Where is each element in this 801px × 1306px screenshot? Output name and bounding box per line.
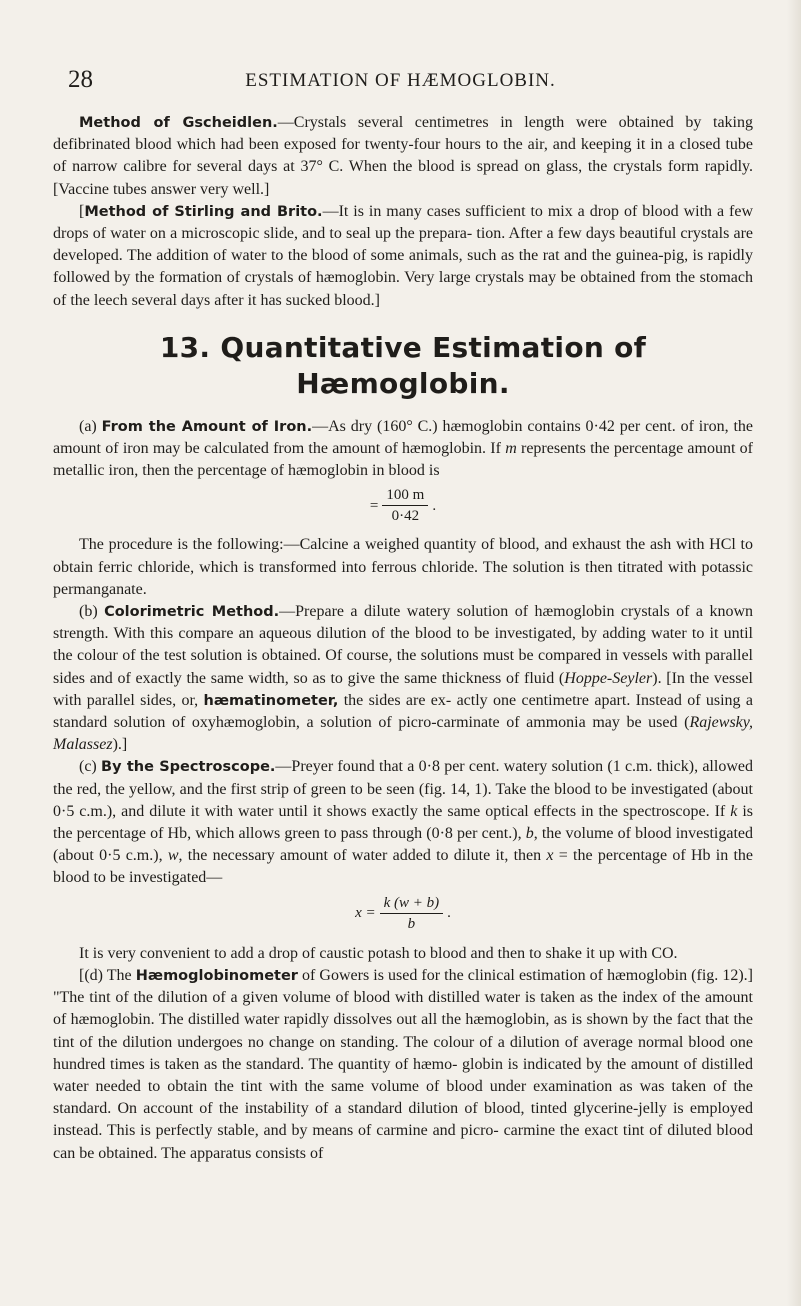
page-number: 28 <box>68 66 93 93</box>
numerator: k (w + b) <box>380 893 444 914</box>
section-heading: 13. Quantitative Estimation of Hæmoglobin. <box>159 330 647 400</box>
page-edge-shadow <box>787 0 801 1306</box>
formula-iron: = $\frac{100 m}{0\cdot 42}$ . <box>369 487 437 525</box>
paragraph-spectroscope: (c) By the Spectroscope.—Preyer found that a 0·8 per cent. watery solution (1 c.m. thick), allowed the red, the yellow, and the first strip of green to be seen (fig. 14, 1). Take the blood to be investigated (about 0·5 c.m.), and dilute it with water until it shows exactly the same optical effects in the spectroscope. If k is the percentage of Hb, which allows green to pass through (0·8 per cent.), b, the volume of blood investigated (about 0·5 c.m.), w, the necessary amount of water added to dilute it, then x = the percentage of Hb in the blood to be investigated— <box>53 758 754 887</box>
numerator: 100 m <box>382 485 428 506</box>
page-body <box>53 112 753 1165</box>
denominator: b <box>407 915 416 932</box>
fraction <box>380 893 444 934</box>
paragraph-stirling-brito: [Method of Stirling and Brito.—It is in many cases sufficient to mix a drop of blood with a few drops of water on a microscopic slide, and to seal up the prepara- tion. After a few days beautiful crystals are developed. The addition of water to the blood of some animals, such as the rat and the guinea-pig, is rapidly followed by the formation of crystals of hæmoglobin. Very large crystals may be obtained from the stomach of the leech several days after it has sucked blood.] <box>53 202 753 309</box>
denominator: 0·42 <box>391 508 420 525</box>
formula-spectroscope: x = $\frac{k (w + b)}{b}$ . <box>355 894 451 932</box>
method-heading: From the Amount of Iron. <box>101 418 313 435</box>
running-title: ESTIMATION OF HÆMOGLOBIN. <box>245 70 556 91</box>
paragraph-from-iron: (a) From the Amount of Iron.—As dry (160° C.) hæmoglobin contains 0·42 per cent. of iron, the amount of iron may be calculated from the amount of hæmoglobin. If m represents the percentage amount of metallic iron, then the percentage of hæmoglobin in blood is <box>53 417 754 480</box>
fraction <box>382 485 428 526</box>
method-heading: Method of Gscheidlen. <box>79 115 278 131</box>
paragraph-procedure: The procedure is the following:—Calcine a weighed quantity of blood, and exhaust the ash with HCl to obtain ferric chloride, which is transformed into ferrous chloride. The solution is then titrated with potassic permanganate. <box>53 536 753 598</box>
paragraph-haemoglobinometer: [(d) The Hæmoglobinometer of Gowers is used for the clinical estimation of hæmoglobin (fig. 12).] "The tint of the dilution of a given volume of blood with distilled water is taken as the index of the amount of hæmoglobin. The distilled water rapidly dissolves out all the hæmoglobin, as is shown by the fact that the tint of the dilution undergoes no change on standing. The colour of a dilution of average normal blood one hundred times is taken as the standard. The quantity of hæmo- globin is indicated by the amount of distilled water needed to obtain the tint with the same volume of blood under examination as was taken of the standard. On account of the instability of a standard dilution of blood, tinted glycerine-jelly is employed instead. This is perfectly stable, and by means of carmine and picro- carmine the exact tint of diluted blood can be obtained. The apparatus consists of <box>53 966 753 1162</box>
paragraph-caustic-potash: It is very convenient to add a drop of caustic potash to blood and then to shake it up with CO. <box>79 944 678 962</box>
page-header <box>0 66 801 96</box>
method-heading: By the Spectroscope. <box>101 759 276 776</box>
paragraph-colorimetric: (b) Colorimetric Method.—Prepare a dilute watery solution of hæmoglobin crystals of a known strength. With this compare an aqueous dilution of the blood to be investigated, by adding water to it until the colour of the test solution is obtained. Of course, the solutions must be compared in vessels with parallel sides and of exactly the same width, so as to give the same thickness of fluid (Hoppe-Seyler). [In the vessel with parallel sides, or, hæmatinometer, the sides are ex- actly one centimetre apart. Instead of using a standard solution of oxyhæmoglobin, a solution of picro-carminate of ammonia may be used (Rajewsky, Malassez).] <box>53 603 754 754</box>
term-haematinometer: hæmatinometer, <box>203 692 339 709</box>
method-heading: Method of Stirling and Brito. <box>84 203 323 220</box>
method-heading: Hæmoglobinometer <box>135 967 298 984</box>
method-heading: Colorimetric Method. <box>104 604 280 621</box>
paragraph-gscheidlen: Method of Gscheidlen.—Crystals several centimetres in length were obtained by taking defibrinated blood which had been exposed for twenty-four hours to the air, and keeping it in a closed tube of narrow calibre for several days at 37° C. When the blood is spread on glass, the crystals form rapidly. [Vaccine tubes answer very well.] <box>53 114 753 198</box>
